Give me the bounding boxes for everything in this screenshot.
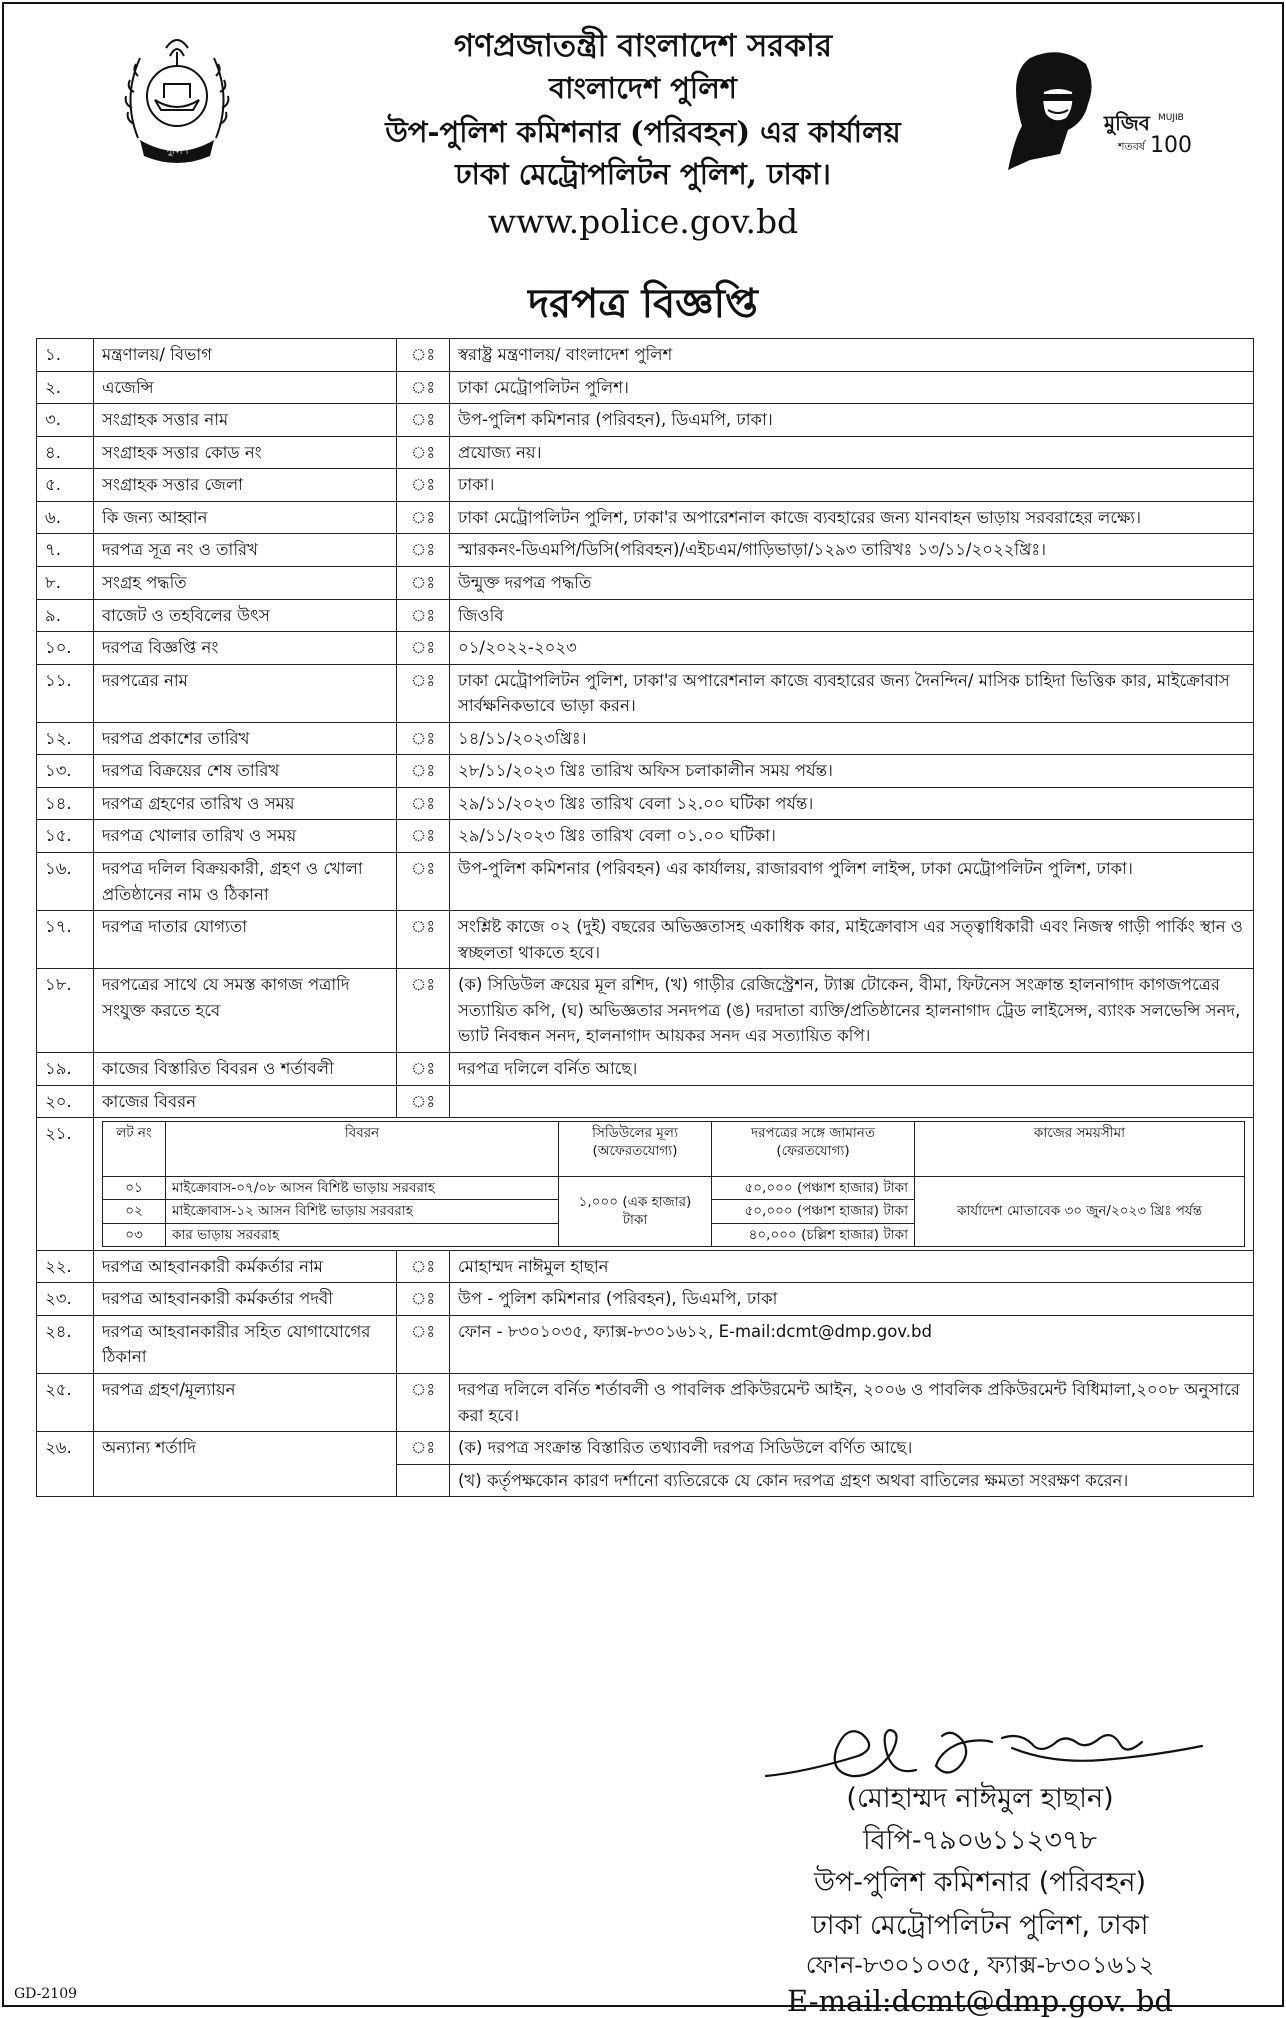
row-label: দরপত্র খোলার তারিখ ও সময় <box>94 820 397 853</box>
row-number: ৯. <box>37 599 94 632</box>
svg-text:মুজিব: মুজিব <box>1104 111 1150 135</box>
row-value: সংশ্লিষ্ট কাজে ০২ (দুই) বছরের অভিজ্ঞতাসহ একাধিক কার, মাইক্রোবাস এর সত্ত্বাধিকারী এবং নিজস্ব গাড়ী পার্কিং স্থান ও স্বচ্ছলতা থাকতে হবে। <box>450 911 1254 969</box>
row-number: ২১. <box>37 1118 94 1251</box>
lot-description: মাইক্রোবাস-০৭/০৮ আসন বিশিষ্ট ভাড়ায় সরবরাহ <box>166 1177 559 1200</box>
government-heading: গণপ্রজাতন্ত্রী বাংলাদেশ সরকার <box>453 28 833 64</box>
row-colon: ঃ <box>397 1052 450 1085</box>
row-number: ২. <box>37 371 94 404</box>
row-colon: ঃ <box>397 632 450 665</box>
row-number: ২৫. <box>37 1373 94 1431</box>
lot-number: ০১ <box>103 1177 166 1200</box>
row-number: ১. <box>37 339 94 372</box>
row-label: দরপত্র বিজ্ঞপ্তি নং <box>94 632 397 665</box>
row-label: সংগ্রাহক সত্তার নাম <box>94 404 397 437</box>
row-value: ১৪/১১/২০২৩খ্রিঃ। <box>450 722 1254 755</box>
row-value: ২৮/১১/২০২৩ খ্রিঃ তারিখ অফিস চলাকালীন সময় পর্যন্ত। <box>450 755 1254 788</box>
lot-security: ৫০,০০০ (পঞ্চাশ হাজার) টাকা <box>712 1177 915 1200</box>
lot-security: ৪০,০০০ (চল্লিশ হাজার) টাকা <box>712 1223 915 1246</box>
row-colon-empty <box>397 1464 450 1497</box>
row-label: মন্ত্রণালয়/ বিভাগ <box>94 339 397 372</box>
row-number: ৮. <box>37 566 94 599</box>
signatory-designation: উপ-পুলিশ কমিশনার (পরিবহন) <box>813 1867 1147 1898</box>
office-heading: উপ-পুলিশ কমিশনার (পরিবহন) এর কার্যালয় <box>385 115 901 149</box>
row-label: দরপত্র সূত্র নং ও তারিখ <box>94 534 397 567</box>
signatory-email[interactable]: E-mail:dcmt@dmp.gov. bd <box>787 1984 1173 2018</box>
row-colon: ঃ <box>397 371 450 404</box>
table-row <box>37 755 1254 788</box>
signatory-organization: ঢাকা মেট্রোপলিটন পুলিশ, ঢাকা <box>811 1910 1149 1941</box>
row-number: ২০. <box>37 1085 94 1118</box>
table-row <box>37 436 1254 469</box>
row-colon: ঃ <box>397 339 450 372</box>
row-label: দরপত্র আহবানকারীর সহিত যোগাযোগের ঠিকানা <box>94 1315 397 1373</box>
row-colon: ঃ <box>397 1432 450 1465</box>
table-row <box>37 853 1254 911</box>
row-label: দরপত্র দাতার যোগ্যতা <box>94 911 397 969</box>
table-row <box>37 1432 1254 1465</box>
row-number: ৫. <box>37 469 94 502</box>
row-colon: ঃ <box>397 1283 450 1316</box>
row-number: ১০. <box>37 632 94 665</box>
row-label: দরপত্র গ্রহণ/মূল্যায়ন <box>94 1373 397 1431</box>
table-row <box>37 1283 1254 1316</box>
row-colon: ঃ <box>397 722 450 755</box>
row-number: ৪. <box>37 436 94 469</box>
row-value: ঢাকা মেট্রোপলিটন পুলিশ, ঢাকা'র অপারেশনাল কাজে ব্যবহারের জন্য দৈনন্দিন/ মাসিক চাহিদা ভিত্তিক কার, মাইক্রোবাস সার্বক্ষনিকভাবে ভাড়া করন। <box>450 664 1254 722</box>
table-row <box>37 566 1254 599</box>
mujib-100-logo-icon <box>1000 48 1192 170</box>
work-duration: কার্যাদেশ মোতাবেক ৩০ জুন/২০২৩ খ্রিঃ পর্যন্ত <box>915 1177 1245 1247</box>
row-colon: ঃ <box>397 820 450 853</box>
lot-description: মাইক্রোবাস-১২ আসন বিশিষ্ট ভাড়ায় সরবরাহ <box>166 1200 559 1223</box>
lot-table-cell <box>94 1118 1254 1251</box>
row-colon: ঃ <box>397 853 450 911</box>
row-value: দরপত্র দলিলে বর্নিত শর্তাবলী ও পাবলিক প্রকিউরমেন্ট আইন, ২০০৬ ও পাবলিক প্রকিউরমেন্ট বিধিমালা,২০০৮ অনুসারে করা হবে। <box>450 1373 1254 1431</box>
tender-info-table <box>36 338 1254 1497</box>
row-colon: ঃ <box>397 1373 450 1431</box>
row-value: ঢাকা মেট্রোপলিটন পুলিশ, ঢাকা'র অপারেশনাল কাজে ব্যবহারের জন্য যানবাহন ভাড়ায় সরবরাহের লক্ষ্যে। <box>450 501 1254 534</box>
table-row <box>37 534 1254 567</box>
row-value: স্বরাষ্ট্র মন্ত্রণালয়/ বাংলাদেশ পুলিশ <box>450 339 1254 372</box>
row-value: ঢাকা। <box>450 469 1254 502</box>
table-row <box>37 371 1254 404</box>
row-colon: ঃ <box>397 1085 450 1118</box>
row-colon: ঃ <box>397 599 450 632</box>
table-row <box>37 1052 1254 1085</box>
footer-code: GD-2109 <box>14 1986 78 2002</box>
row-number: ১১. <box>37 664 94 722</box>
row-value: (ক) দরপত্র সংক্রান্ত বিস্তারিত তথ্যাবলী দরপত্র সিডিউলে বর্ণিত আছে। <box>450 1432 1254 1465</box>
schedule-price-header: সিডিউলের মূল্য (অফেরতযোগ্য) <box>559 1122 712 1177</box>
signatory-bp: বিপি-৭৯০৬১১২৩৭৮ <box>863 1825 1097 1856</box>
table-row <box>37 1085 1254 1118</box>
row-label: কাজের বিস্তারিত বিবরন ও শর্তাবলী <box>94 1052 397 1085</box>
signatory-phone: ফোন-৮৩০১০৩৫, ফ্যাক্স-৮৩০১৬১২ <box>805 1951 1155 1979</box>
row-colon: ঃ <box>397 404 450 437</box>
table-row <box>37 722 1254 755</box>
row-label: সংগ্রহ পদ্ধতি <box>94 566 397 599</box>
row-colon: ঃ <box>397 1315 450 1373</box>
row-number: ২২. <box>37 1250 94 1283</box>
row-label: অন্যান্য শর্তাদি <box>94 1432 397 1497</box>
table-row <box>37 1250 1254 1283</box>
row-number: ১৯. <box>37 1052 94 1085</box>
row-label: দরপত্রের নাম <box>94 664 397 722</box>
row-label: এজেন্সি <box>94 371 397 404</box>
lot-security: ৫০,০০০ (পঞ্চাশ হাজার) টাকা <box>712 1200 915 1223</box>
duration-header: কাজের সময়সীমা <box>915 1122 1245 1177</box>
page-title: দরপত্র বিজ্ঞপ্তি <box>528 280 758 327</box>
police-heading: বাংলাদেশ পুলিশ <box>549 71 737 105</box>
row-value <box>450 1085 1254 1118</box>
table-row <box>37 1373 1254 1431</box>
svg-text:শতবর্ষ: শতবর্ষ <box>1118 140 1145 153</box>
row-number: ২৪. <box>37 1315 94 1373</box>
row-colon: ঃ <box>397 534 450 567</box>
row-colon: ঃ <box>397 911 450 969</box>
row-label: বাজেট ও তহবিলের উৎস <box>94 599 397 632</box>
row-value: প্রযোজ্য নয়। <box>450 436 1254 469</box>
row-colon: ঃ <box>397 1250 450 1283</box>
row-value: ফোন - ৮৩০১০৩৫, ফ্যাক্স-৮৩০১৬১২, E-mail:dcmt@dmp.gov.bd <box>450 1315 1254 1373</box>
row-label: দরপত্রের সাথে যে সমস্ত কাগজ পত্রাদি সংযুক্ত করতে হবে <box>94 969 397 1053</box>
row-value: উপ-পুলিশ কমিশনার (পরিবহন) এর কার্যালয়, রাজারবাগ পুলিশ লাইন্স, ঢাকা মেট্রোপলিটন পুলিশ, ঢাকা। <box>450 853 1254 911</box>
row-value: দরপত্র দলিলে বর্নিত আছে। <box>450 1052 1254 1085</box>
row-colon: ঃ <box>397 501 450 534</box>
row-value: (খ) কর্তৃপক্ষকোন কারণ দর্শানো ব্যতিরেকে যে কোন দরপত্র গ্রহণ অথবা বাতিলের ক্ষমতা সংরক্ষণ করেন। <box>450 1464 1254 1497</box>
row-value: ০১/২০২২-২০২৩ <box>450 632 1254 665</box>
row-label: দরপত্র দলিল বিক্রয়কারী, গ্রহণ ও খোলা প্রতিষ্ঠানের নাম ও ঠিকানা <box>94 853 397 911</box>
row-colon: ঃ <box>397 469 450 502</box>
table-row <box>37 632 1254 665</box>
row-label: দরপত্র প্রকাশের তারিখ <box>94 722 397 755</box>
row-label: সংগ্রাহক সত্তার কোড নং <box>94 436 397 469</box>
lot-number: ০৩ <box>103 1223 166 1246</box>
row-number: ১৫. <box>37 820 94 853</box>
police-emblem-icon <box>118 28 236 164</box>
lot-header: লট নং <box>103 1122 166 1177</box>
row-value: উন্মুক্ত দরপত্র পদ্ধতি <box>450 566 1254 599</box>
row-number: ১৩. <box>37 755 94 788</box>
row-value: স্মারকনং-ডিএমপি/ডিসি(পরিবহন)/এইচএম/গাড়িভাড়া/১২৯৩ তারিখঃ ১৩/১১/২০২২খ্রিঃ। <box>450 534 1254 567</box>
description-header: বিবরন <box>166 1122 559 1177</box>
table-row <box>37 911 1254 969</box>
table-row <box>37 599 1254 632</box>
row-colon: ঃ <box>397 969 450 1053</box>
row-value: ঢাকা মেট্রোপলিটন পুলিশ। <box>450 371 1254 404</box>
table-row <box>37 339 1254 372</box>
table-row <box>37 1118 1254 1251</box>
lot-number: ০২ <box>103 1200 166 1223</box>
row-label: সংগ্রাহক সত্তার জেলা <box>94 469 397 502</box>
table-row <box>37 787 1254 820</box>
row-number: ২৩. <box>37 1283 94 1316</box>
row-label: দরপত্র গ্রহণের তারিখ ও সময় <box>94 787 397 820</box>
row-number: ১৬. <box>37 853 94 911</box>
table-row <box>37 1315 1254 1373</box>
row-number: ২৬. <box>37 1432 94 1497</box>
row-value: উপ - পুলিশ কমিশনার (পরিবহন), ডিএমপি, ঢাকা <box>450 1283 1254 1316</box>
row-colon: ঃ <box>397 787 450 820</box>
row-colon: ঃ <box>397 664 450 722</box>
row-number: ৬. <box>37 501 94 534</box>
row-value: ২৯/১১/২০২৩ খ্রিঃ তারিখ বেলা ১২.০০ ঘটিকা পর্যন্ত। <box>450 787 1254 820</box>
row-value: মোহাম্মদ নাঈমুল হাছান <box>450 1250 1254 1283</box>
row-colon: ঃ <box>397 436 450 469</box>
svg-text:100: 100 <box>1150 133 1192 158</box>
row-label: দরপত্র আহবানকারী কর্মকর্তার নাম <box>94 1250 397 1283</box>
row-label: কাজের বিবরন <box>94 1085 397 1118</box>
row-label: দরপত্র বিক্রয়ের শেষ তারিখ <box>94 755 397 788</box>
row-number: ৩. <box>37 404 94 437</box>
row-value: ২৯/১১/২০২৩ খ্রিঃ তারিখ বেলা ০১.০০ ঘটিকা। <box>450 820 1254 853</box>
schedule-price: ১,০০০ (এক হাজার) টাকা <box>559 1177 712 1247</box>
table-row <box>37 664 1254 722</box>
row-number: ১৭. <box>37 911 94 969</box>
row-number: ১৪. <box>37 787 94 820</box>
table-row <box>37 820 1254 853</box>
row-label: কি জন্য আহ্বান <box>94 501 397 534</box>
signatory-name: (মোহাম্মদ নাঈমুল হাছান) <box>846 1783 1114 1814</box>
row-number: ১৮. <box>37 969 94 1053</box>
table-row <box>37 501 1254 534</box>
dmp-heading: ঢাকা মেট্রোপলিটন পুলিশ, ঢাকা। <box>455 157 831 191</box>
lot-table <box>102 1121 1245 1247</box>
table-row <box>37 969 1254 1053</box>
table-row <box>37 469 1254 502</box>
row-value: উপ-পুলিশ কমিশনার (পরিবহন), ডিএমপি, ঢাকা। <box>450 404 1254 437</box>
lot-description: কার ভাড়ায় সরবরাহ <box>166 1223 559 1246</box>
row-label: দরপত্র আহবানকারী কর্মকর্তার পদবী <box>94 1283 397 1316</box>
row-value: জিওবি <box>450 599 1254 632</box>
website-link[interactable]: www.police.gov.bd <box>487 202 799 241</box>
table-row <box>37 404 1254 437</box>
svg-text:পুলিশ: পুলিশ <box>165 146 189 157</box>
svg-text:MUJIB: MUJIB <box>1158 113 1184 123</box>
row-number: ১২. <box>37 722 94 755</box>
row-colon: ঃ <box>397 566 450 599</box>
row-colon: ঃ <box>397 755 450 788</box>
row-number: ৭. <box>37 534 94 567</box>
security-header: দরপত্রের সঙ্গে জামানত (ফেরতযোগ্য) <box>712 1122 915 1177</box>
row-value: (ক) সিডিউল ক্রয়ের মূল রশিদ, (খ) গাড়ীর রেজিস্ট্রেশন, ট্যাক্স টোকেন, বীমা, ফিটনেস সংক্রান্ত হালনাগাদ কাগজপত্রের সত্যায়িত কপি, (ঘ) অভিজ্ঞতার সনদপত্র (ঙ) দরদাতা ব্যক্তি/প্রতিষ্ঠানের হালনাগাদ ট্রেড লাইসেন্স, ব্যাংক সলভেন্সি সনদ, ভ্যাট নিবন্ধন সনদ, হালনাগাদ আয়কর সনদ এর সত্যায়িত কপি। <box>450 969 1254 1053</box>
